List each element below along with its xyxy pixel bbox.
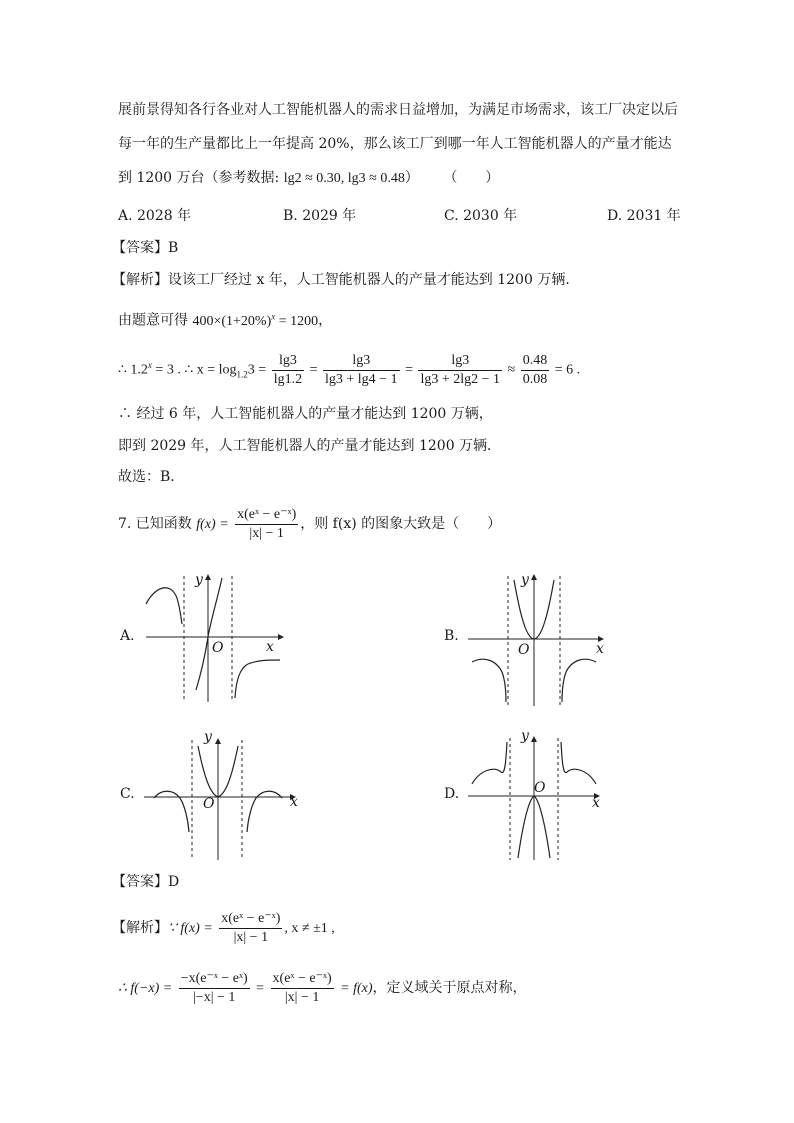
graph-d-origin: O [534, 780, 546, 796]
graph-d-y-label: y [521, 728, 529, 744]
graph-b-x-label: x [596, 641, 604, 657]
q7-neg-fraction: $\frac{\text{−x(e⁻ˣ − eˣ)}}{|-x| - 1}$ [180, 970, 248, 1005]
analysis-line-2: 由题意可得 $400\times(1+20\%)^x = 1200$， [118, 311, 333, 329]
answer-q6: 【答案】B [112, 240, 179, 256]
graph-d-x-label: x [592, 795, 600, 811]
answer-blank: （ ） [443, 170, 500, 186]
q7-analysis-line-1: 【解析】∵ f(x) = $\frac{\text{x(eˣ − e⁻ˣ)}}{|x| - 1}$ , x ≠ ±1 , [112, 910, 335, 945]
graph-c [140, 732, 300, 862]
graph-a-x-label: x [266, 639, 274, 655]
q7-stem: 7. 已知函数 f(x) = $\frac{\text{x(eˣ − e⁻ˣ)}}{|x| - 1}$ ，则 f(x) 的图象大致是（ ） [118, 506, 502, 541]
graph-label-b: B. [444, 628, 459, 644]
q7-analysis-line-2: ∴ f(−x) = $\frac{\text{−x(e⁻ˣ − eˣ)}}{|-x| - 1}$ = $\frac{\text{x(eˣ − e⁻ˣ)}}{|x| - 1}$ = f(x)，定义域关于原点对称， [118, 970, 527, 1005]
graph-a [140, 568, 290, 708]
growth-equation: $400\times(1+20\%)^x = 1200$ [192, 311, 319, 329]
conclusion-line-1: ∴ 经过 6 年，人工智能机器人的产量才能达到 1200 万辆， [118, 406, 493, 422]
choice-c: C. 2030 年 [444, 208, 518, 224]
graph-c-origin: O [203, 796, 215, 812]
graph-a-y-label: y [195, 572, 203, 588]
graph-a-origin: O [212, 640, 224, 656]
stem-line-1: 展前景得知各行各业对人工智能机器人的需求日益增加，为满足市场需求，该工厂决定以后 [118, 102, 678, 118]
graph-b-y-label: y [521, 572, 529, 588]
q7-pos-fraction: $\frac{\text{x(eˣ − e⁻ˣ)}}{|x| - 1}$ [272, 970, 332, 1005]
answer-q7: 【答案】D [112, 874, 180, 890]
fraction-4: $\frac{0.48}{0.08}$ [522, 352, 548, 387]
q7-analysis-fraction: $\frac{\text{x(eˣ − e⁻ˣ)}}{|x| - 1}$ [221, 910, 281, 945]
stem-line-3: 到 1200 万台（参考数据: lg2 ≈ 0.30, lg3 ≈ 0.48） （ ） [118, 170, 500, 186]
choose-line: 故选：B． [118, 469, 185, 485]
fraction-1: $\frac{\lg 3}{\lg 1.2}$ [273, 352, 303, 387]
graph-label-a: A. [120, 628, 135, 644]
graph-c-y-label: y [204, 729, 212, 745]
graph-c-x-label: x [290, 794, 298, 810]
reference-data: lg2 ≈ 0.30, lg3 ≈ 0.48 [283, 171, 405, 186]
graph-label-d: D. [444, 786, 460, 802]
graph-b-origin: O [518, 642, 530, 658]
fraction-2: $\frac{\lg 3}{\lg 3 + \lg 4 - 1}$ [324, 352, 398, 387]
graph-b [464, 568, 614, 708]
q7-function-fraction: $\frac{\text{x(eˣ − e⁻ˣ)}}{|x| - 1}$ [237, 506, 297, 541]
choice-a: A. 2028 年 [118, 208, 192, 224]
conclusion-line-2: 即到 2029 年，人工智能机器人的产量才能达到 1200 万辆． [118, 438, 502, 454]
graph-label-c: C. [120, 786, 135, 802]
fraction-3: $\frac{\lg 3}{\lg 3 + 2\lg 2 - 1}$ [420, 352, 501, 387]
log-derivation: ∴ $1.2^x = 3$ . ∴ $x = \log_{1.2}3$ = $\frac{\lg 3}{\lg 1.2}$ = $\frac{\lg 3}{\lg 3 + \lg 4 - 1}$ = $\frac{\lg 3}{\lg 3 + 2\lg 2 - 1}$ ≈ $\frac{0.48}{0.08}$ = 6 . [118, 352, 581, 387]
choice-b: B. 2029 年 [283, 208, 357, 224]
choice-d: D. 2031 年 [607, 208, 681, 224]
analysis-line-1: 【解析】设该工厂经过 x 年，人工智能机器人的产量才能达到 1200 万辆． [112, 272, 580, 288]
stem-line-2: 每一年的生产量都比上一年提高 20%，那么该工厂到哪一年人工智能机器人的产量才能达 [118, 136, 672, 152]
